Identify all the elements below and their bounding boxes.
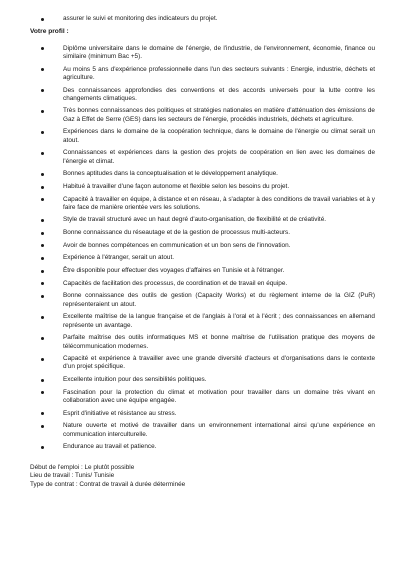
bullet-icon — [41, 412, 44, 415]
bullet-icon — [41, 173, 44, 176]
profile-item — [30, 196, 375, 213]
bullet-icon — [41, 316, 44, 319]
bullet-icon — [41, 295, 44, 298]
profile-item-text: Bonnes aptitudes dans la conceptualisation et le développement analytique. — [63, 170, 278, 178]
profile-item — [30, 183, 375, 191]
profile-item — [30, 267, 375, 275]
profile-item-text: Au moins 5 ans d'expérience professionnelle dans l'un des secteurs suivants : Energie, industrie, déchets et agriculture. — [63, 65, 375, 81]
profile-item-text: Bonne connaissance des outils de gestion (Capacity Works) et du règlement interne de la GIZ (PuR) représenteraient un atout. — [63, 292, 375, 308]
bullet-icon — [41, 282, 44, 285]
profile-item — [30, 389, 375, 406]
task-item-text: assurer le suivi et monitoring des indicateurs du projet. — [63, 15, 218, 22]
profile-item-text: Style de travail structuré avec un haut degré d'auto-organisation, de flexibilité et de créativité. — [63, 216, 327, 224]
bullet-icon — [41, 358, 44, 361]
profile-item-text: Très bonnes connaissances des politiques et stratégies nationales en matière d'atténuation des émissions de Gaz à Effet de Serre (GES) dans les secteurs de l'énergie, procédés industriels, déchets et agriculture. — [63, 107, 375, 123]
bullet-icon — [41, 232, 44, 235]
profile-item-text: Excellente intuition pour des sensibilités politiques. — [63, 376, 207, 384]
profile-item — [30, 66, 375, 83]
profile-item — [30, 443, 375, 451]
contract-type: Type de contrat : Contrat de travail à durée déterminée — [30, 480, 186, 488]
profile-item — [30, 334, 375, 351]
bullet-icon — [41, 270, 44, 273]
profile-item — [30, 107, 375, 124]
bullet-icon — [41, 379, 44, 382]
job-info — [30, 464, 375, 490]
profile-item-text: Capacité et expérience à travailler avec une grande diversité d'acteurs et d'organisations dans le contexte d'un projet spécifique. — [63, 355, 375, 371]
profile-item — [30, 128, 375, 145]
work-location: Lieu de travail : Tunis/ Tunisie — [30, 472, 115, 480]
profile-item-text: Parfaite maîtrise des outils informatiques MS et bonne maîtrise de l'utilisation pratique des moyens de télécommunication modernes. — [63, 334, 375, 350]
profile-item — [30, 313, 375, 330]
profile-list — [30, 45, 375, 452]
bullet-icon — [41, 152, 44, 155]
bullet-icon — [41, 425, 44, 428]
bullet-icon — [41, 47, 44, 50]
bullet-icon — [41, 186, 44, 189]
profile-item-text: Expérience à l'étranger, serait un atout. — [63, 254, 174, 262]
profile-item-text: Esprit d'initiative et résistance au stress. — [63, 409, 177, 417]
profile-item — [30, 292, 375, 309]
bullet-icon — [41, 198, 44, 201]
profile-item-text: Fascination pour la protection du climat et motivation pour travailler dans un domaine très vivant en collaboration avec une équipe engagée. — [63, 388, 375, 405]
profile-item-text: Excellente maîtrise de la langue française et de l'anglais à l'oral et à l'écrit ; des connaissances en allemand représente un avantage. — [63, 313, 375, 329]
profile-item-text: Expériences dans le domaine de la coopération technique, dans le domaine de l'énergie ou climat serait un atout. — [63, 128, 375, 144]
profile-item — [30, 355, 375, 372]
profile-item — [30, 410, 375, 418]
profile-item-text: Nature ouverte et motivé de travailler dans un environnement international ainsi qu'une expérience en communication interculturelle. — [63, 422, 375, 438]
bullet-icon — [41, 89, 44, 92]
profile-item — [30, 376, 375, 384]
profile-item-text: Connaissances et expériences dans la gestion des projets de coopération en lien avec les domaines de l'énergie et climat. — [63, 149, 375, 165]
bullet-icon — [41, 18, 44, 21]
profile-item — [30, 170, 375, 178]
start-date: Début de l'emploi : Le plutôt possible — [30, 463, 135, 471]
profile-item-text: Être disponible pour effectuer des voyages d'affaires en Tunisie et à l'étranger. — [63, 267, 285, 275]
profile-item — [30, 149, 375, 166]
profile-heading: Votre profil : — [30, 27, 69, 35]
bullet-icon — [41, 257, 44, 260]
bullet-icon — [41, 446, 44, 449]
profile-item — [30, 229, 375, 237]
profile-item-text: Habitué à travailler d'une façon autonome et flexible selon les besoins du projet. — [63, 182, 290, 190]
profile-item-text: Bonne connaissance du réseautage et de la gestion de processus multi-acteurs. — [63, 229, 291, 237]
task-list — [30, 15, 375, 23]
bullet-icon — [41, 219, 44, 222]
profile-item-text: Capacité à travailler en équipe, à distance et en réseau, à s'adapter à des conditions de travail variables et à y faire face de manière orientée vers les solutions. — [63, 195, 375, 211]
profile-item-text: Capacités de facilitation des processus, de coordination et de travail en équipe. — [63, 279, 288, 287]
profile-item — [30, 280, 375, 288]
profile-item — [30, 254, 375, 262]
bullet-icon — [41, 337, 44, 340]
bullet-icon — [41, 131, 44, 134]
profile-item-text: Endurance au travail et patience. — [63, 443, 157, 451]
profile-item — [30, 422, 375, 439]
profile-item — [30, 87, 375, 104]
profile-item-text: Diplôme universitaire dans le domaine de l'énergie, de l'industrie, de l'environnement, économie, finance ou similaire (minimum Bac +5). — [63, 44, 375, 60]
profile-item — [30, 242, 375, 250]
profile-item — [30, 216, 375, 224]
bullet-icon — [41, 391, 44, 394]
profile-item — [30, 45, 375, 62]
bullet-icon — [41, 110, 44, 113]
bullet-icon — [41, 68, 44, 71]
profile-item-text: Avoir de bonnes compétences en communication et un bon sens de l'innovation. — [63, 241, 291, 249]
task-item — [30, 15, 375, 23]
bullet-icon — [41, 244, 44, 247]
profile-item-text: Des connaissances approfondies des conventions et des accords universels pour la lutte contre les changements climatiques. — [63, 86, 375, 102]
